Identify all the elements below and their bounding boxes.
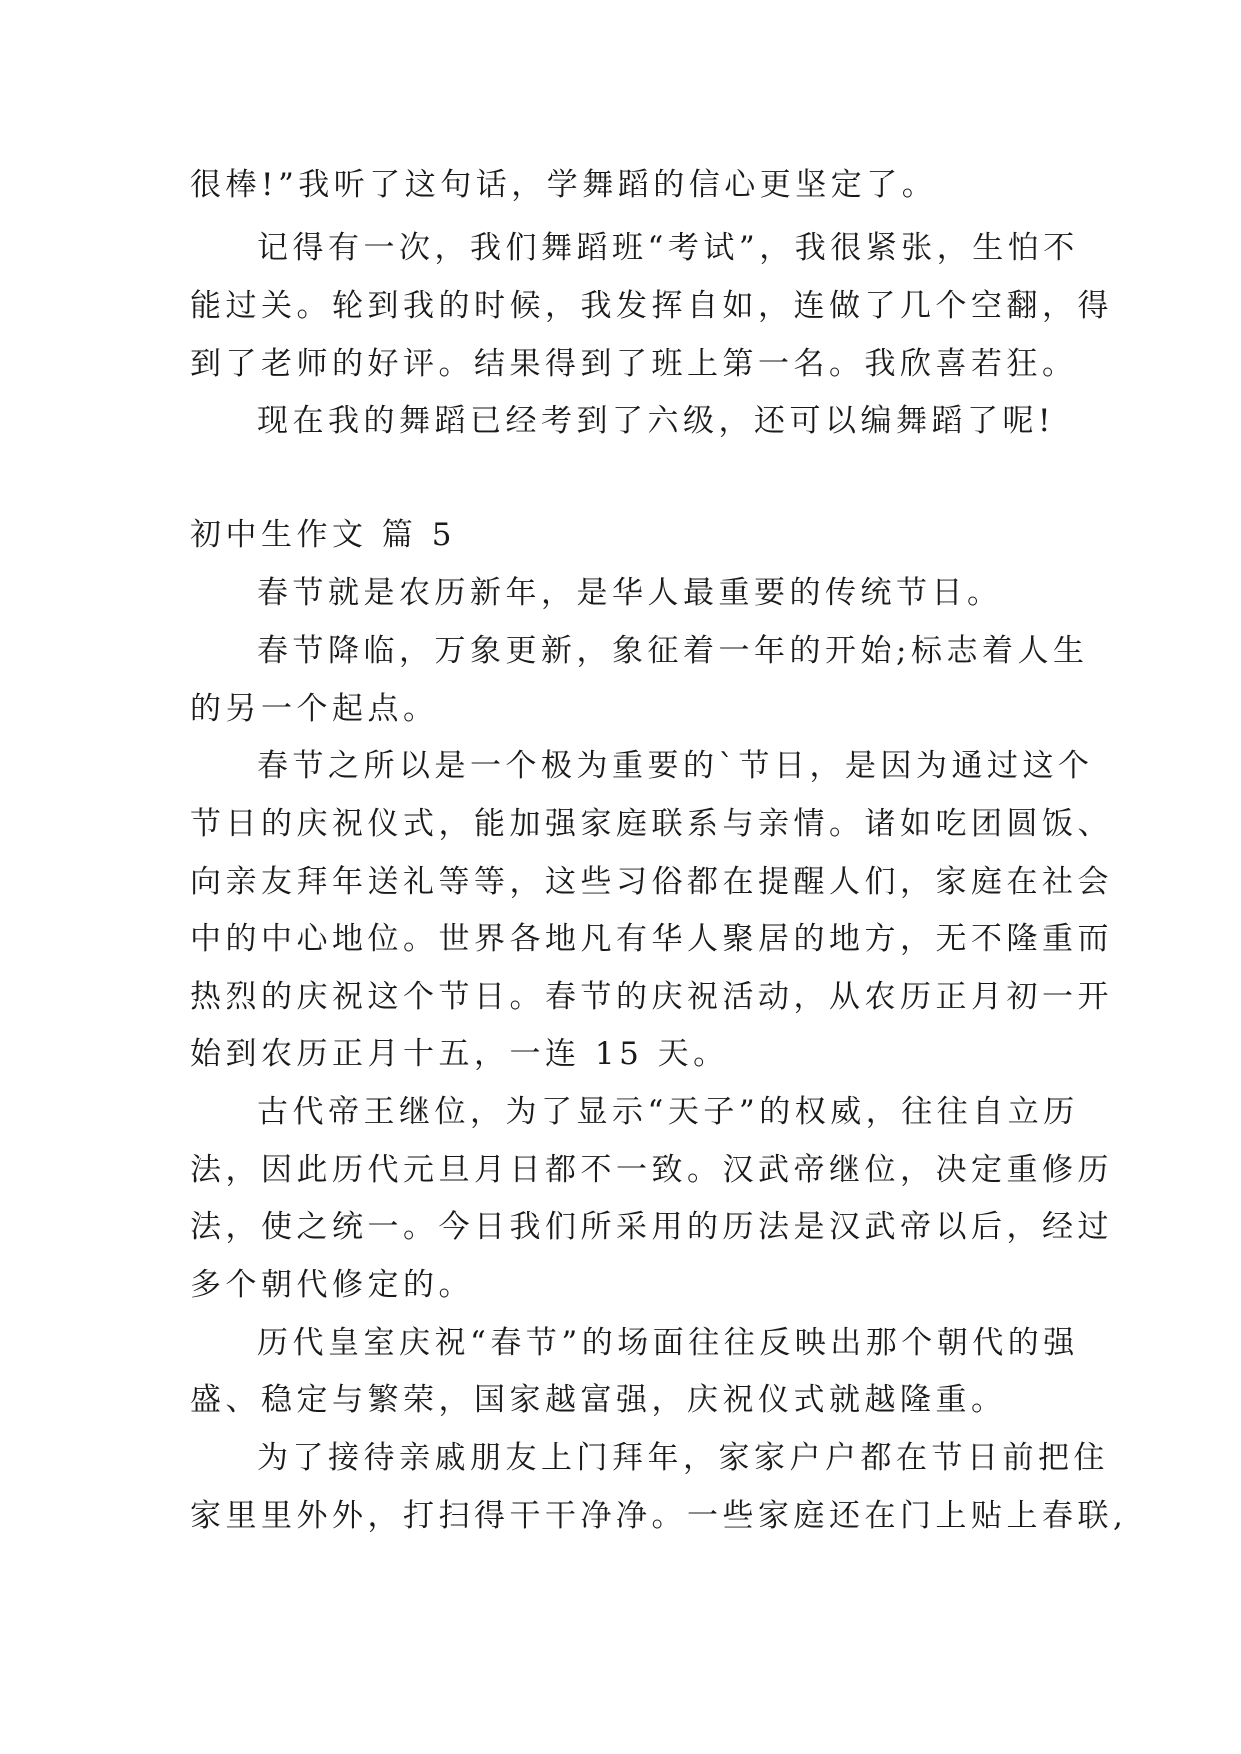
section-heading: 初中生作文 篇 5 <box>190 517 456 553</box>
text-line: 热烈的庆祝这个节日。春节的庆祝活动，从农历正月初一开 <box>190 979 1113 1015</box>
text-line: 始到农历正月十五，一连 15 天。 <box>190 1036 729 1072</box>
text-line: 春节就是农历新年，是华人最重要的传统节日。 <box>257 575 1003 611</box>
text-line: 春节降临，万象更新，象征着一年的开始;标志着人生 <box>257 633 1089 669</box>
text-line: 中的中心地位。世界各地凡有华人聚居的地方，无不隆重而 <box>190 921 1113 957</box>
text-line: 春节之所以是一个极为重要的`节日，是因为通过这个 <box>257 748 1094 784</box>
text-line: 法，使之统一。今日我们所采用的历法是汉武帝以后，经过 <box>190 1209 1113 1245</box>
text-line: 盛、稳定与繁荣，国家越富强，庆祝仪式就越隆重。 <box>190 1382 1007 1418</box>
text-line: 法，因此历代元旦月日都不一致。汉武帝继位，决定重修历 <box>190 1152 1113 1188</box>
text-line: 能过关。轮到我的时候，我发挥自如，连做了几个空翻，得 <box>190 288 1113 324</box>
text-line: 的另一个起点。 <box>190 691 439 727</box>
text-line: 历代皇室庆祝“春节”的场面往往反映出那个朝代的强 <box>257 1325 1079 1361</box>
text-line: 很棒!”我听了这句话，学舞蹈的信心更坚定了。 <box>190 167 938 203</box>
text-line: 向亲友拜年送礼等等，这些习俗都在提醒人们，家庭在社会 <box>190 864 1113 900</box>
text-line: 古代帝王继位，为了显示“天子”的权威，往往自立历 <box>257 1094 1079 1130</box>
text-line: 到了老师的好评。结果得到了班上第一名。我欣喜若狂。 <box>190 346 1078 382</box>
text-line: 现在我的舞蹈已经考到了六级，还可以编舞蹈了呢! <box>257 403 1055 439</box>
text-line: 记得有一次，我们舞蹈班“考试”，我很紧张，生怕不 <box>257 230 1079 266</box>
text-line: 节日的庆祝仪式，能加强家庭联系与亲情。诸如吃团圆饭、 <box>190 806 1113 842</box>
text-line: 为了接待亲戚朋友上门拜年，家家户户都在节日前把住 <box>257 1440 1109 1476</box>
text-line: 家里里外外，打扫得干干净净。一些家庭还在门上贴上春联, <box>190 1498 1128 1534</box>
text-line: 多个朝代修定的。 <box>190 1267 474 1303</box>
